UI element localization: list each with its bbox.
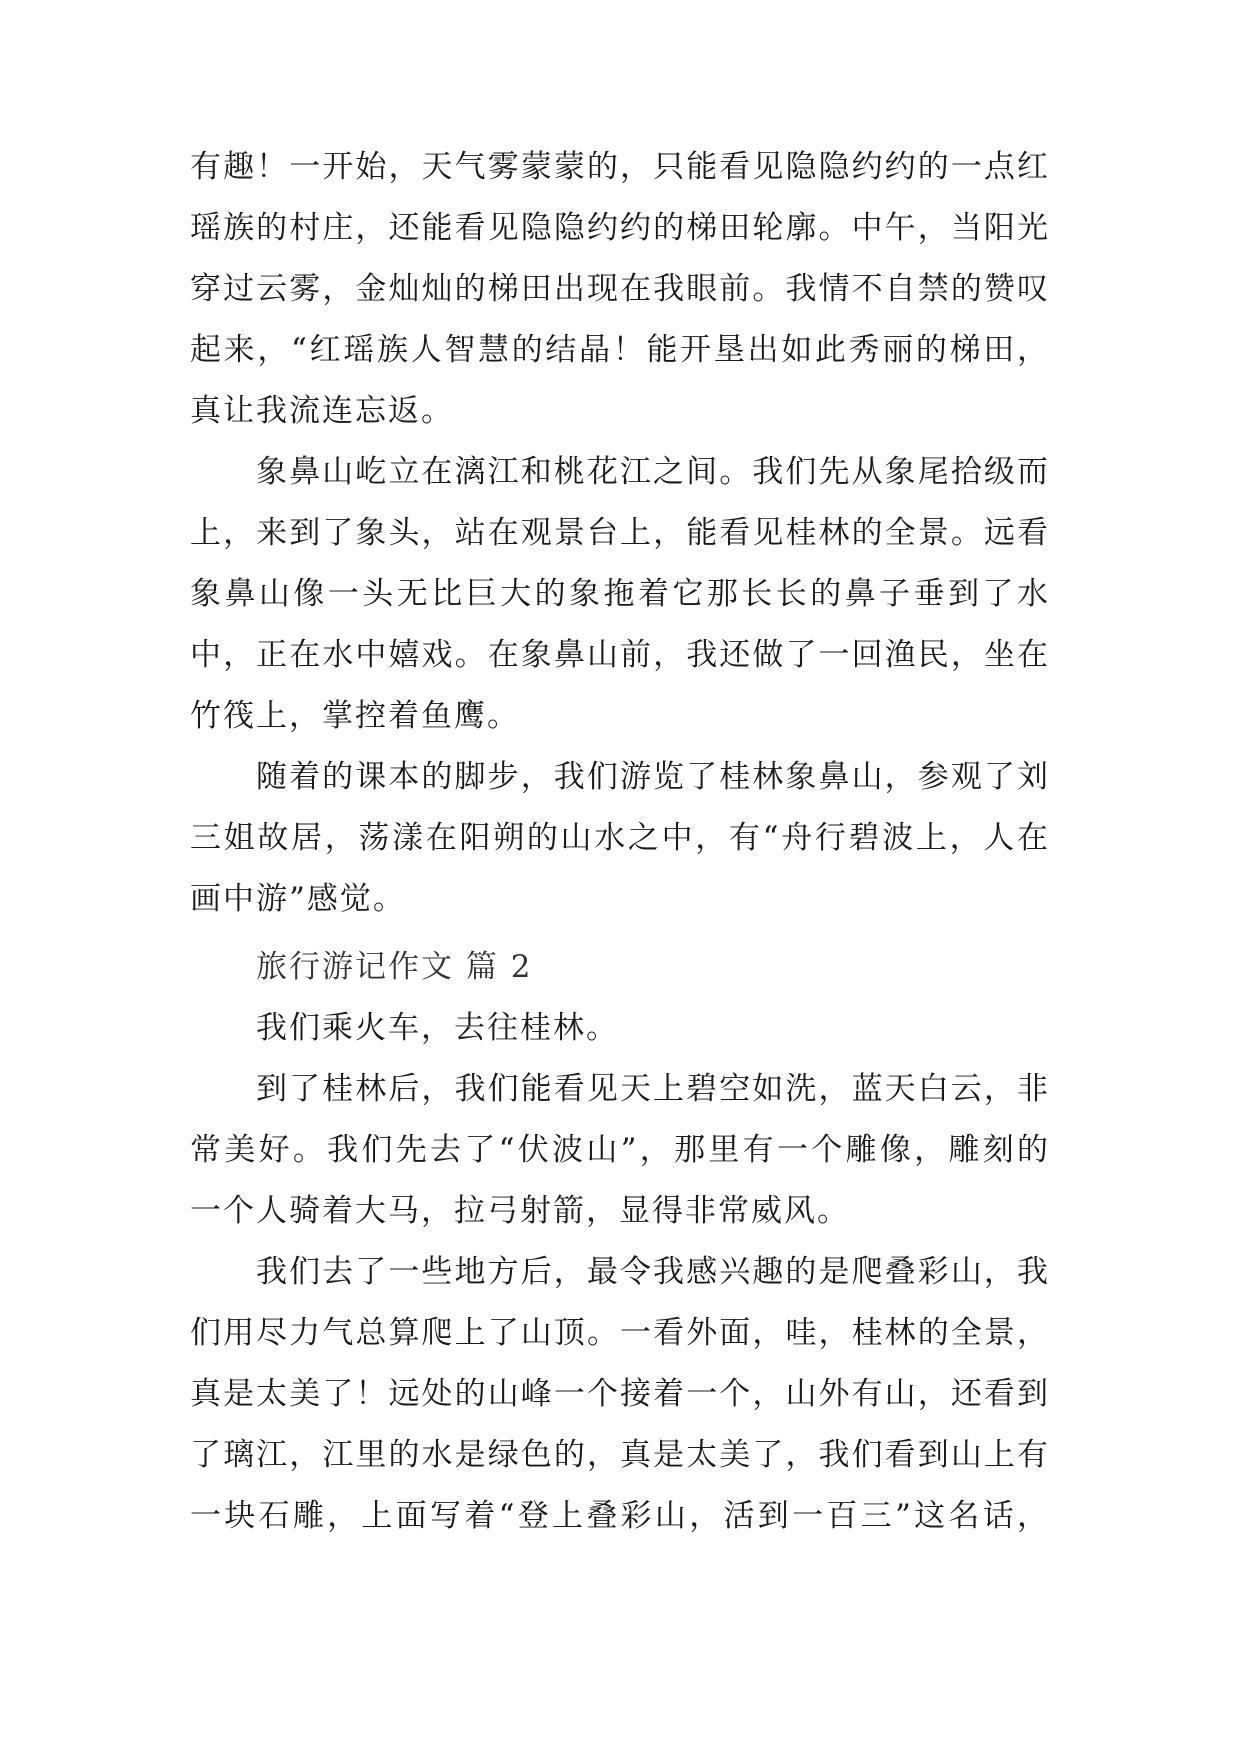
paragraph-line: 真是太美了！远处的山峰一个接着一个，山外有山，还看到 xyxy=(190,1376,1050,1412)
paragraph-line: 三姐故居，荡漾在阳朔的山水之中，有“舟行碧波上，人在 xyxy=(190,820,1050,856)
paragraph-line: 常美好。我们先去了“伏波山”，那里有一个雕像，雕刻的 xyxy=(190,1132,1050,1168)
paragraph-line: 瑶族的村庄，还能看见隐隐约约的梯田轮廓。中午，当阳光 xyxy=(190,210,1050,246)
paragraph-line: 到了桂林后，我们能看见天上碧空如洗，蓝天白云，非 xyxy=(256,1071,1050,1107)
paragraph-line: 我们乘火车，去往桂林。 xyxy=(256,1010,619,1046)
paragraph-line: 随着的课本的脚步，我们游览了桂林象鼻山，参观了刘 xyxy=(256,759,1050,795)
paragraph-textbook-trip xyxy=(190,747,1050,930)
paragraph-line: 真让我流连忘返。 xyxy=(190,393,454,429)
paragraph-diecai-hill xyxy=(190,1242,1050,1547)
paragraph-line: 上，来到了象头，站在观景台上，能看见桂林的全景。远看 xyxy=(190,515,1050,551)
paragraph-elephant-trunk-hill xyxy=(190,442,1050,747)
paragraph-fubo-hill xyxy=(190,1059,1050,1242)
paragraph-line: 有趣！一开始，天气雾蒙蒙的，只能看见隐隐约约的一点红 xyxy=(190,149,1050,185)
paragraph-line: 中，正在水中嬉戏。在象鼻山前，我还做了一回渔民，坐在 xyxy=(190,637,1050,673)
paragraph-hongyao-terraces xyxy=(190,137,1050,442)
paragraph-line: 穿过云雾，金灿灿的梯田出现在我眼前。我情不自禁的赞叹 xyxy=(190,271,1050,307)
paragraph-line: 起来，“红瑶族人智慧的结晶！能开垦出如此秀丽的梯田， xyxy=(190,332,1050,368)
paragraph-line: 一块石雕，上面写着“登上叠彩山，活到一百三”这名话， xyxy=(190,1498,1050,1534)
paragraph-line: 们用尽力气总算爬上了山顶。一看外面，哇，桂林的全景， xyxy=(190,1315,1050,1351)
paragraph-line: 了璃江，江里的水是绿色的，真是太美了，我们看到山上有 xyxy=(190,1437,1050,1473)
section-heading-text: 旅行游记作文 篇 2 xyxy=(256,949,533,985)
paragraph-line: 竹筏上，掌控着鱼鹰。 xyxy=(190,698,520,734)
paragraph-line: 我们去了一些地方后，最令我感兴趣的是爬叠彩山，我 xyxy=(256,1254,1050,1290)
paragraph-line: 象鼻山屹立在漓江和桃花江之间。我们先从象尾拾级而 xyxy=(256,454,1050,490)
paragraph-line: 象鼻山像一头无比巨大的象拖着它那长长的鼻子垂到了水 xyxy=(190,576,1050,612)
section-heading xyxy=(190,937,1050,998)
paragraph-line: 一个人骑着大马，拉弓射箭，显得非常威风。 xyxy=(190,1193,850,1229)
paragraph-line: 画中游”感觉。 xyxy=(190,881,406,917)
paragraph-train-to-guilin xyxy=(190,998,1050,1059)
